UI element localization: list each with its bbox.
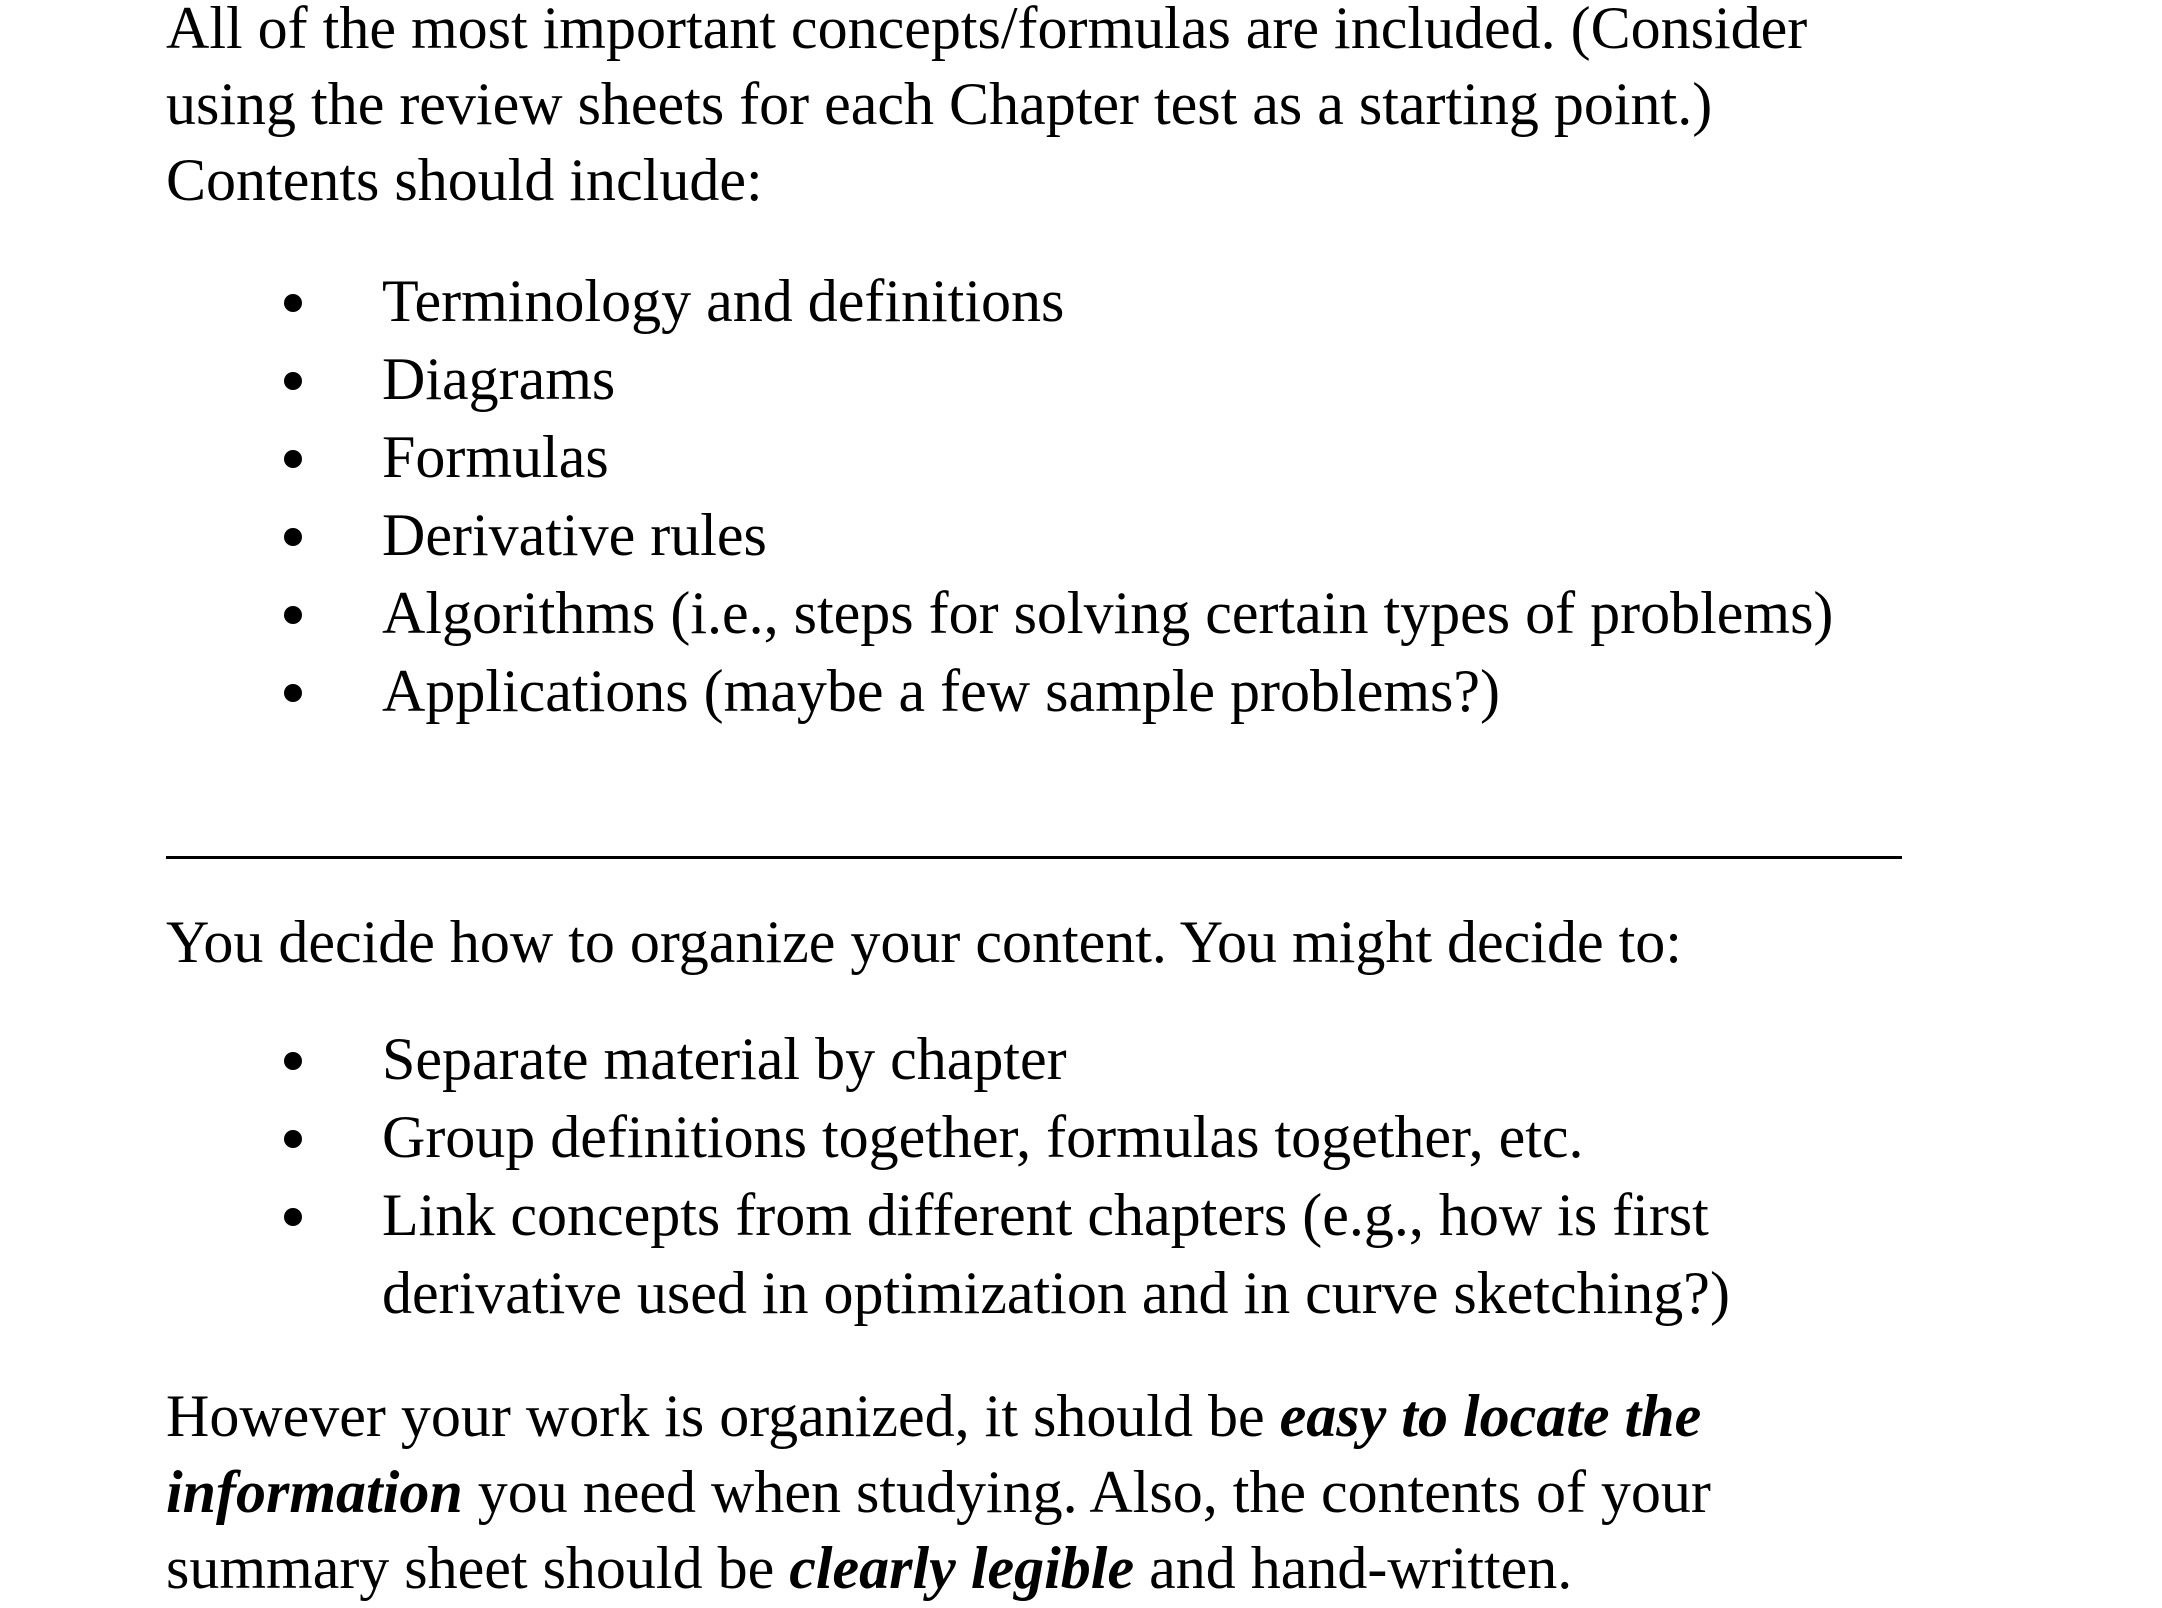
bullet-icon [284, 1208, 302, 1226]
list-item-text: Applications (maybe a few sample problems?) [382, 658, 1500, 724]
bullet-icon [284, 606, 302, 624]
list-item-text: Separate material by chapter [382, 1026, 1067, 1092]
list-item-text: Terminology and definitions [382, 268, 1065, 334]
bullet-icon [284, 528, 302, 546]
list-item-text: Group definitions together, formulas together, etc. [382, 1104, 1584, 1170]
bullet-icon [284, 450, 302, 468]
closing-text: you need when studying. Also, the contents of your summary sheet should be [166, 1459, 1711, 1601]
bullet-icon [284, 684, 302, 702]
list-item [166, 418, 1906, 496]
list-item-text: Formulas [382, 424, 609, 490]
organize-paragraph: You decide how to organize your content. You might decide to: [166, 909, 1682, 975]
horizontal-divider [166, 856, 1902, 859]
bullet-icon [284, 372, 302, 390]
list-item [166, 574, 1906, 652]
contents-list [166, 262, 1906, 730]
list-item [166, 1020, 1906, 1098]
list-item [166, 496, 1906, 574]
list-item [166, 340, 1906, 418]
list-item [166, 652, 1906, 730]
bullet-icon [284, 1052, 302, 1070]
intro-paragraph: All of the most important concepts/formulas are included. (Consider using the review sheets for each Chapter test as a starting point.) Contents should include: [166, 0, 1808, 213]
organize-list [166, 1020, 1906, 1332]
closing-text: However your work is organized, it should be [166, 1383, 1280, 1449]
closing-text: and hand-written. [1134, 1535, 1573, 1601]
emphasis-text: clearly legible [789, 1535, 1135, 1601]
closing-paragraph [166, 1378, 1906, 1606]
list-item-text: Diagrams [382, 346, 616, 412]
list-item [166, 1098, 1906, 1176]
emphasis-text: easy to locate the information [166, 1383, 1702, 1525]
list-item-text: Algorithms (i.e., steps for solving certain types of problems) [382, 580, 1834, 646]
list-item [166, 1176, 1906, 1332]
bullet-icon [284, 294, 302, 312]
list-item-text: Derivative rules [382, 502, 767, 568]
list-item-text: Link concepts from different chapters (e.g., how is first derivative used in optimization and in curve sketching?) [382, 1182, 1730, 1326]
list-item [166, 262, 1906, 340]
bullet-icon [284, 1130, 302, 1148]
